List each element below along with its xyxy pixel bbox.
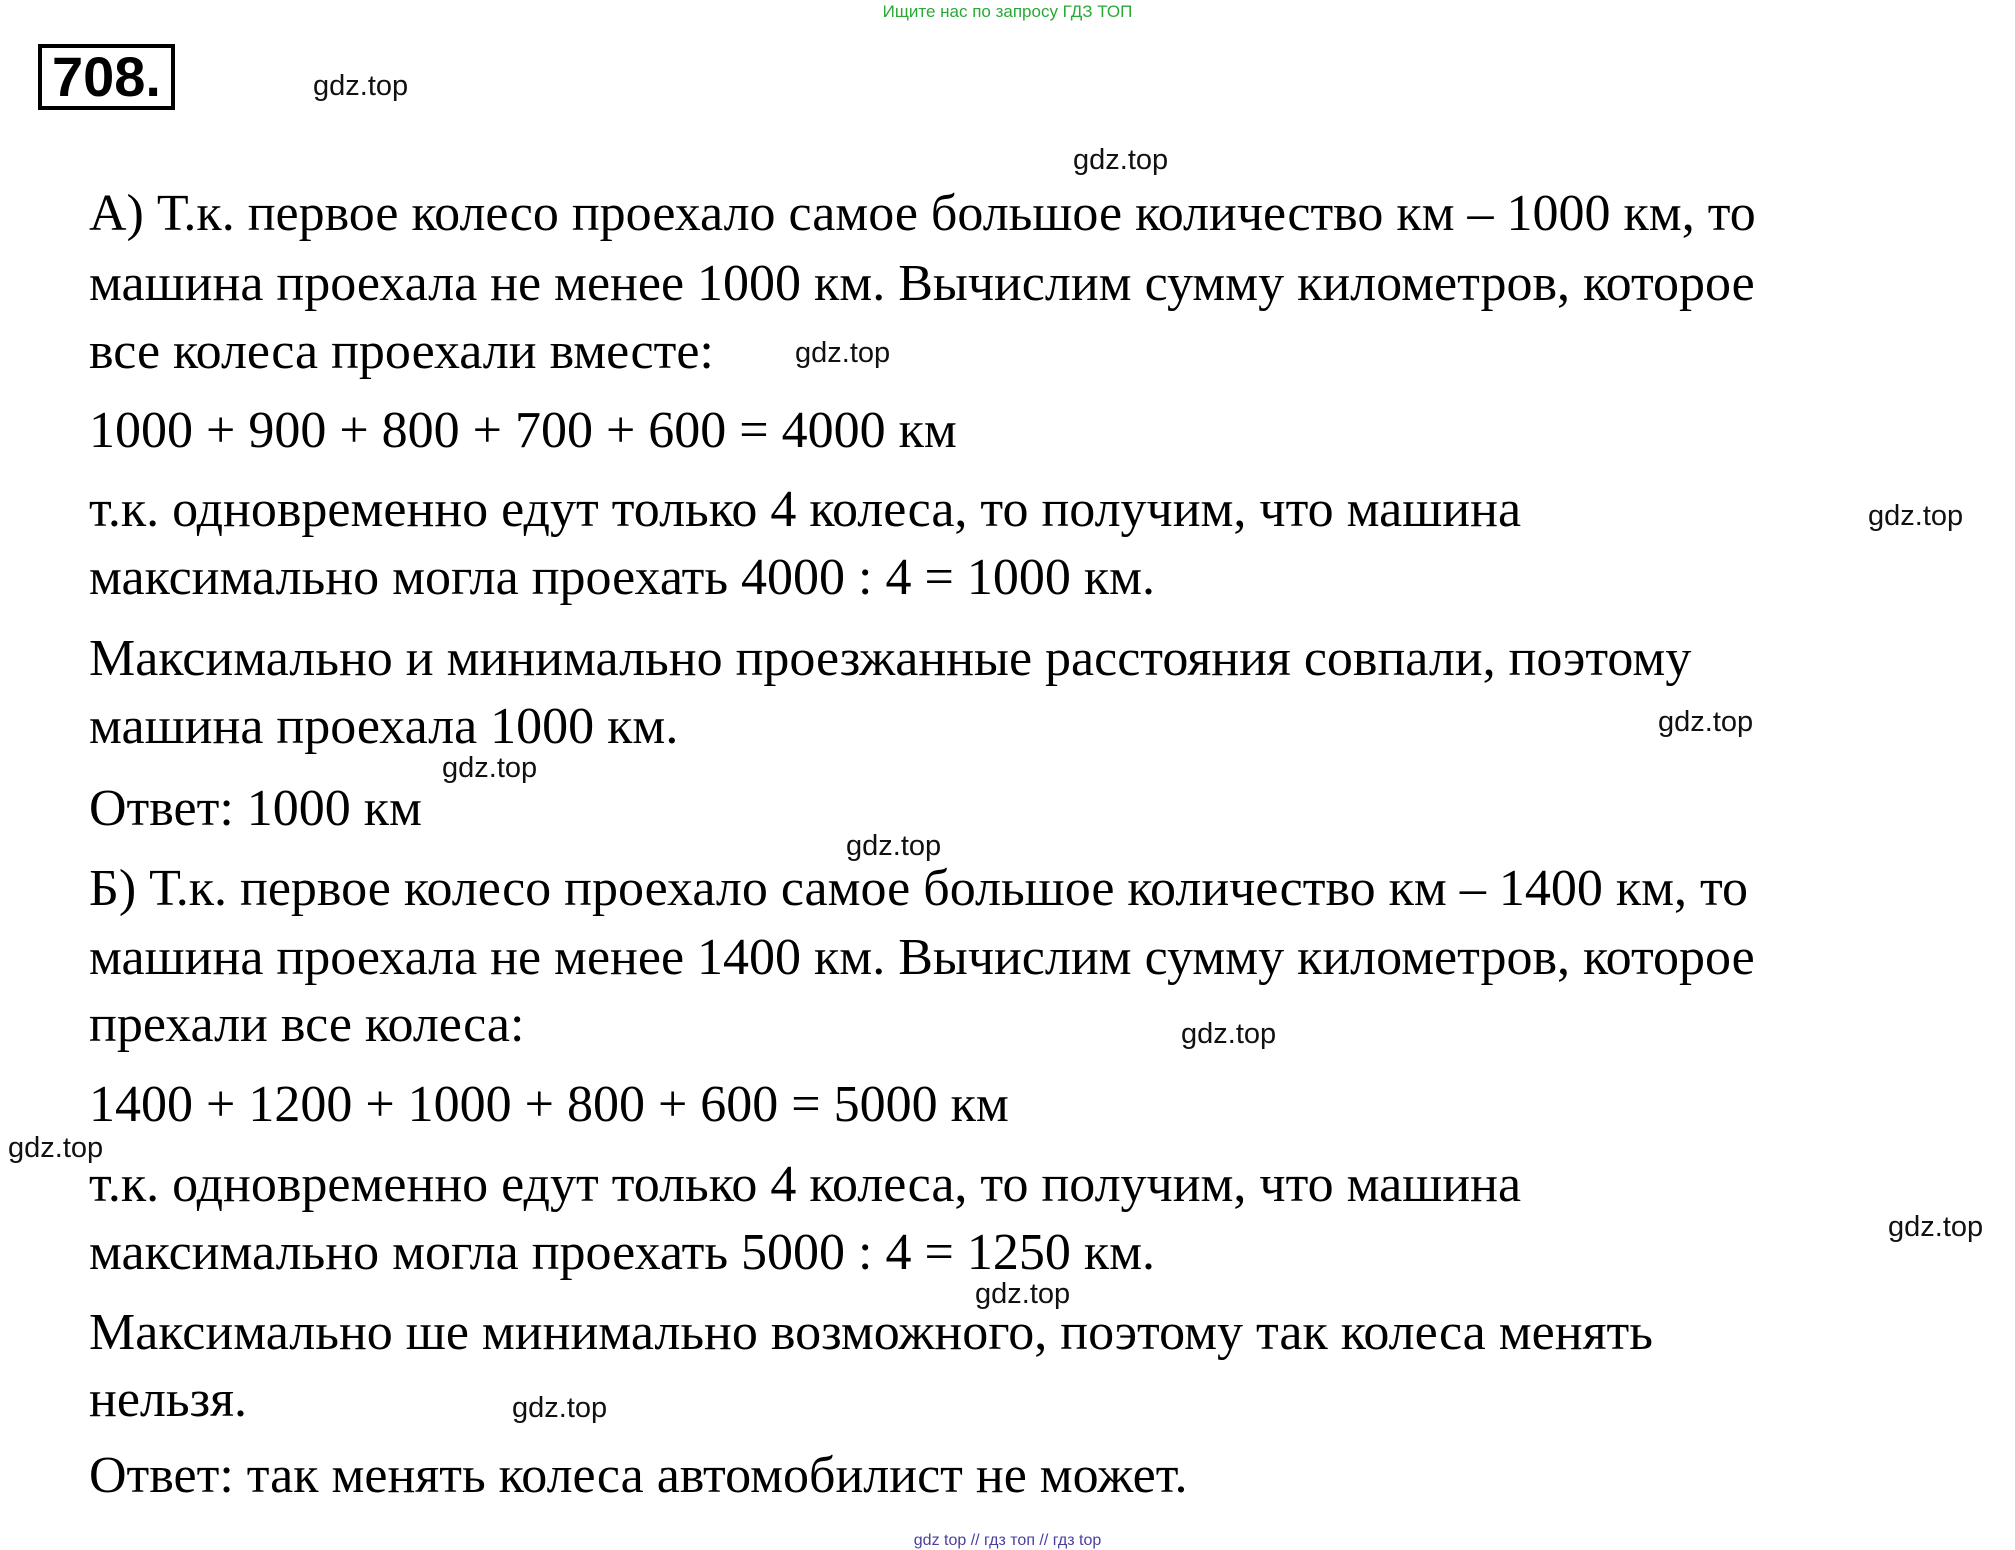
- text-line: машина проехала не менее 1400 км. Вычислим сумму километров, которое: [89, 929, 1755, 986]
- watermark: gdz.top: [1181, 1018, 1277, 1050]
- watermark: gdz.top: [1073, 144, 1169, 176]
- text-line: Максимально ше минимально возможного, поэтому так колеса менять: [89, 1304, 1653, 1361]
- watermark: gdz.top: [442, 752, 538, 784]
- footer: gdz top // гдз топ // гдз top: [913, 1532, 1102, 1549]
- watermark: gdz.top: [313, 70, 409, 102]
- watermark: gdz.top: [1888, 1211, 1984, 1243]
- watermark: gdz.top: [975, 1278, 1071, 1310]
- equation-line: 1400 + 1200 + 1000 + 800 + 600 = 5000 км: [89, 1076, 1009, 1133]
- text-line: нельзя.: [89, 1371, 248, 1428]
- text-line: т.к. одновременно едут только 4 колеса, то получим, что машина: [89, 1156, 1522, 1213]
- text-line: максимально могла проехать 5000 : 4 = 1250 км.: [89, 1224, 1155, 1281]
- text-line: максимально могла проехать 4000 : 4 = 1000 км.: [89, 549, 1155, 606]
- watermark: gdz.top: [1658, 706, 1754, 738]
- watermark: gdz.top: [846, 830, 942, 862]
- text-line: Максимально и минимально проезжанные расстояния совпали, поэтому: [89, 630, 1692, 687]
- text-line: машина проехала не менее 1000 км. Вычислим сумму километров, которое: [89, 255, 1755, 312]
- text-line: прехали все колеса:: [89, 996, 525, 1053]
- text-line: машина проехала 1000 км.: [89, 698, 679, 755]
- text-line: А) Т.к. первое колесо проехало самое большое количество км – 1000 км, то: [89, 185, 1756, 242]
- text-line: Б) Т.к. первое колесо проехало самое большое количество км – 1400 км, то: [89, 860, 1749, 917]
- watermark: gdz.top: [1868, 500, 1964, 532]
- watermark: gdz.top: [795, 337, 891, 369]
- equation-line: 1000 + 900 + 800 + 700 + 600 = 4000 км: [89, 402, 957, 459]
- top-banner: Ищите нас по запросу ГДЗ ТОП: [882, 2, 1133, 21]
- watermark: gdz.top: [512, 1392, 608, 1424]
- answer-line: Ответ: 1000 км: [89, 780, 422, 837]
- answer-line: Ответ: так менять колеса автомобилист не может.: [89, 1447, 1188, 1504]
- text-line: т.к. одновременно едут только 4 колеса, то получим, что машина: [89, 481, 1522, 538]
- problem-number: 708.: [38, 44, 175, 110]
- text-line: все колеса проехали вместе:: [89, 323, 714, 380]
- watermark: gdz.top: [8, 1132, 104, 1164]
